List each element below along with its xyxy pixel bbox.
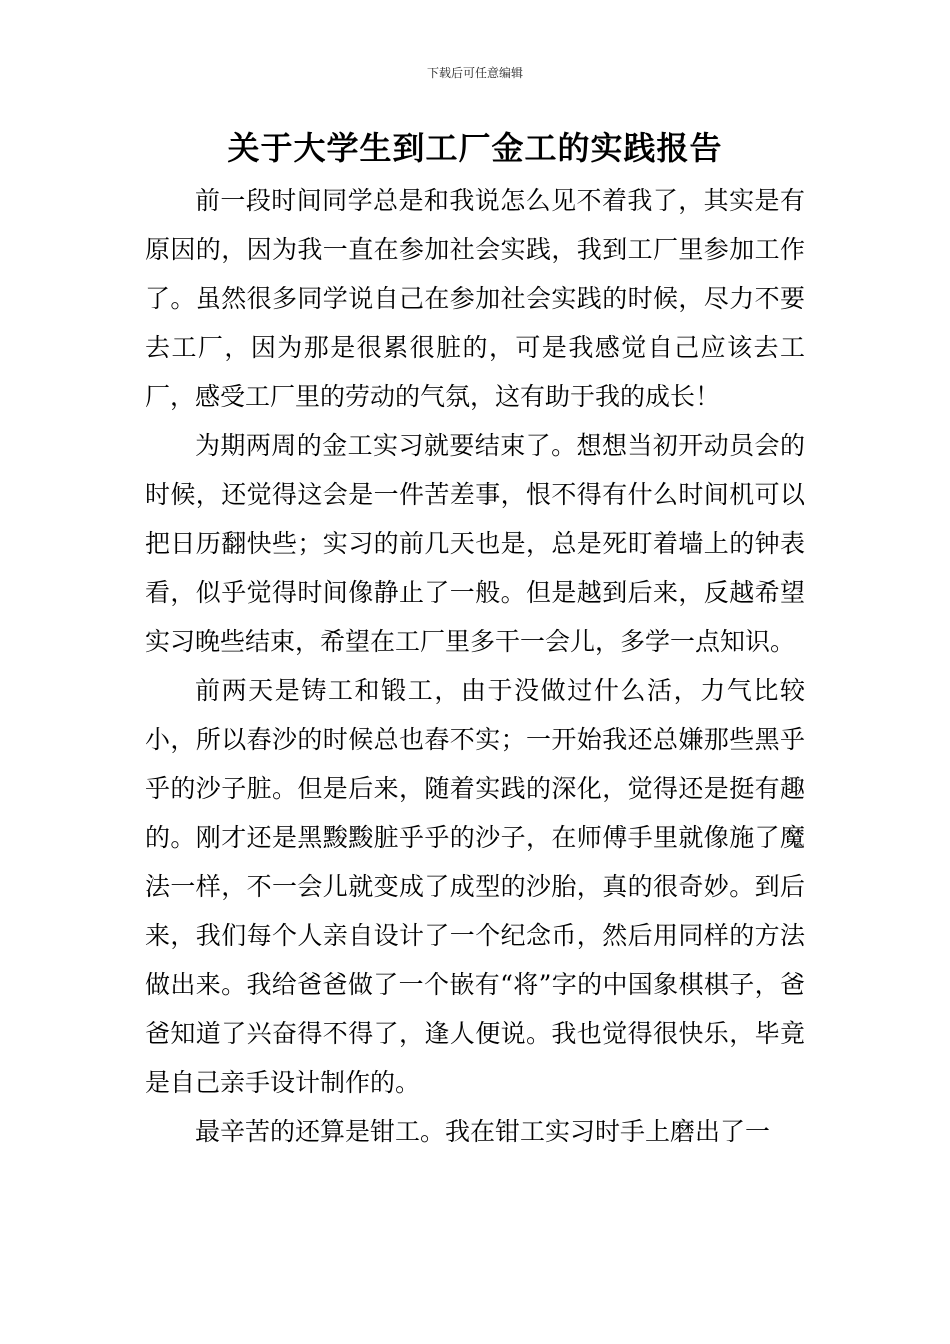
paragraph: 最辛苦的还算是钳工。我在钳工实习时手上磨出了一 <box>195 1117 771 1146</box>
document-title: 关于大学生到工厂金工的实践报告 <box>227 129 723 167</box>
header-note: 下载后可任意编辑 <box>426 66 523 80</box>
document-body <box>145 176 805 1156</box>
paragraph: 前两天是铸工和锻工，由于没做过什么活，力气比较小，所以舂沙的时候总也舂不实；一开始我还总嫌那些黑乎乎的沙子脏。但是后来，随着实践的深化，觉得还是挺有趣的。刚才还是黑黢黢脏乎乎的沙子，在师傅手里就像施了魔法一样，不一会儿就变成了成型的沙胎，真的很奇妙。到后来，我们每个人亲自设计了一个纪念币，然后用同样的方法做出来。我给爸爸做了一个嵌有“将”字的中国象棋棋子，爸爸知道了兴奋得不得了，逢人便说。我也觉得很快乐，毕竟是自己亲手设计制作的。 <box>145 676 805 1097</box>
paragraph: 为期两周的金工实习就要结束了。想想当初开动员会的时候，还觉得这会是一件苦差事，恨不得有什么时间机可以把日历翻快些；实习的前几天也是，总是死盯着墙上的钟表看，似乎觉得时间像静止了一般。但是越到后来，反越希望实习晚些结束，希望在工厂里多干一会儿，多学一点知识。 <box>145 431 805 656</box>
paragraph: 前一段时间同学总是和我说怎么见不着我了，其实是有原因的，因为我一直在参加社会实践，我到工厂里参加工作了。虽然很多同学说自己在参加社会实践的时候，尽力不要去工厂，因为那是很累很脏的，可是我感觉自己应该去工厂，感受工厂里的劳动的气氛，这有助于我的成长！ <box>145 186 805 411</box>
